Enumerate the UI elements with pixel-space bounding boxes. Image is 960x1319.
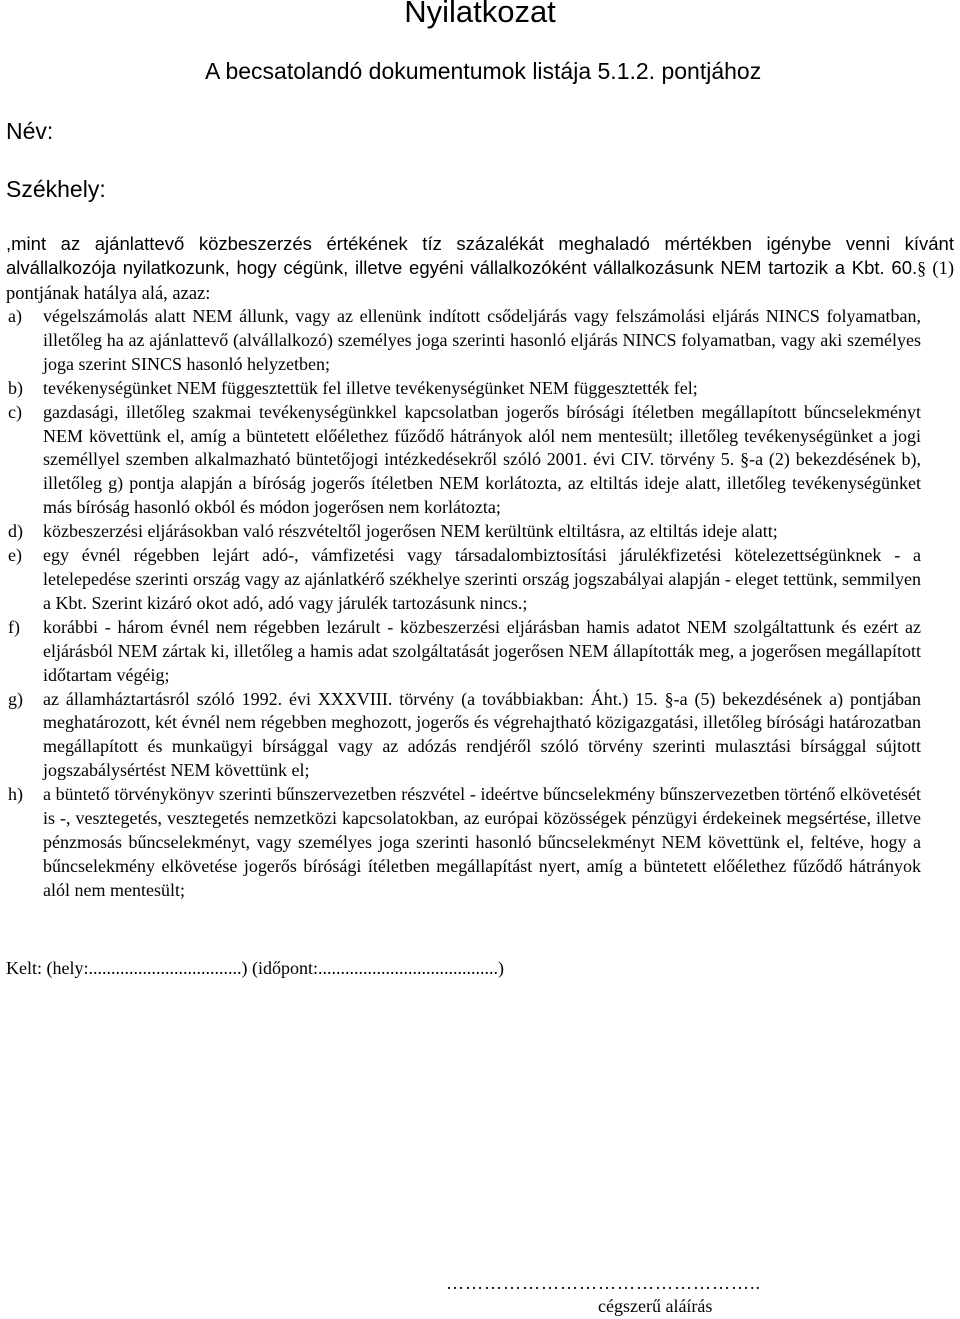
intro-text-part2: (1) pontjának hatálya alá, azaz:: [6, 259, 954, 304]
item-letter: h): [8, 784, 23, 805]
intro-paragraph: [6, 232, 954, 306]
list-item: [0, 401, 960, 521]
item-text: a büntető törvénykönyv szerinti bűnszervezetben részvétel - ideértve bűncselekmény bűnszervezetben történő elkövetését is -, vesztegetés, vesztegetés nemzetközi kapcsolatokban, az európai közösségek pénzügyi érdekeinek megsértése, illetve pénzmosás bűncselekményt, vagy személyes joga szerinti hasonló bűncselekményt NEM követtünk el, feltéve, hogy a bűncselekmény elkövetése jogerős bírósági ítéletben megállapítást nyert, amíg a büntetett előélethez fűződő hátrányok alól nem mentesült;: [43, 784, 921, 900]
declaration-list: [0, 305, 960, 903]
item-text: korábbi - három évnél nem régebben lezárult - közbeszerzési eljárásban hamis adatot NEM szolgáltattunk és ezért az eljárásból NEM zártak ki, illetőleg a hamis adat szolgáltatását jogerősen NEM állapították meg, a jogerősen megállapított időtartam végéig;: [43, 616, 921, 685]
list-item: [0, 305, 960, 377]
item-text: az államháztartásról szóló 1992. évi XXXVIII. törvény (a továbbiakban: Áht.) 15. §-a (5) bekezdésének a) pontjában meghatározott, két évnél nem régebben meghozott, jogerős és végrehajtható közigazgatási, illetőleg bírósági határozatban megállapított és munkaügyi bírsággal vagy az adózás rendjéről szóló törvény szerinti mulasztási bírsággal sújtott jogszabálysértést NEM követtünk el;: [43, 688, 921, 781]
name-field-label: Név:: [6, 118, 54, 144]
item-text: tevékenységünket NEM függesztettük fel illetve tevékenységünket NEM függesztették fel;: [43, 377, 698, 398]
item-text: gazdasági, illetőleg szakmai tevékenységünkkel kapcsolatban jogerős bírósági ítéletben megállapított bűncselekményt NEM követtünk el, amíg a büntetett előélethez fűződő hátrányok alól nem mentesült; illetőleg tevékenységünket a jogi személlyel szemben alkalmazható büntetőjogi intézkedésekről szóló 2001. évi CIV. törvény 5. §-a (2) bekezdésének b), illetőleg g) pontja alapján a bíróság jogerős ítéletben NEM korlátozta, az eltiltás ideje alatt, illetőleg tevékenységünket más bíróság hasonló okból és módon jogerősen nem korlátozta;: [43, 401, 921, 518]
signature-label: cégszerű aláírás: [598, 1296, 713, 1316]
list-item: [0, 377, 960, 401]
seat-field-label: Székhely:: [6, 176, 106, 202]
item-letter: b): [8, 377, 23, 398]
item-letter: d): [8, 521, 23, 542]
list-item: [0, 783, 960, 903]
intro-text-part1: ,mint az ajánlattevő közbeszerzés értékének tíz százalékát meghaladó mértékben igénybe venni kívánt alvállalkozója nyilatkozunk, hogy cégünk, illetve egyéni vállalkozóként vállalkozásunk NEM tartozik a Kbt. 60.: [6, 233, 954, 278]
document-subtitle: A becsatolandó dokumentumok listája 5.1.2. pontjához: [205, 58, 762, 84]
item-letter: c): [8, 401, 22, 422]
document-title: Nyilatkozat: [404, 0, 556, 29]
list-item: [0, 688, 960, 784]
item-letter: a): [8, 306, 22, 326]
item-letter: g): [8, 688, 23, 709]
date-place-line: Kelt: (hely:..................................) (időpont:........................................): [6, 958, 504, 978]
item-text: egy évnél régebben lejárt adó-, vámfizetési vagy társadalombiztosítási járulékfizetési kötelezettségünknek - a letelepedése szerinti ország vagy az ajánlatkérő székhelye szerinti ország jogszabályai alapján - eleget tettünk, semmilyen a Kbt. Szerint kizáró okot adó, adó vagy járulék tartozásunk nincs.;: [43, 545, 921, 613]
item-text: közbeszerzési eljárásokban való részvételtől jogerősen NEM kerültünk eltiltásra, az eltiltás ideje alatt;: [43, 521, 778, 542]
list-item: [0, 544, 960, 616]
item-text: végelszámolás alatt NEM állunk, vagy az ellenünk indított csődeljárás vagy felszámolási eljárás NINCS folyamatban, illetőleg ha az ajánlattevő (alvállalkozó) személyes joga szerinti hasonló eljárás NINCS folyamatban, vagy aki személyes joga szerint SINCS hasonló helyzetben;: [43, 306, 921, 374]
item-letter: e): [8, 545, 22, 566]
section-sign: §: [917, 258, 927, 278]
item-letter: f): [8, 616, 20, 637]
signature-dotted-line: …………………………………………..: [446, 1273, 761, 1293]
list-item: [0, 520, 960, 544]
list-item: [0, 616, 960, 688]
